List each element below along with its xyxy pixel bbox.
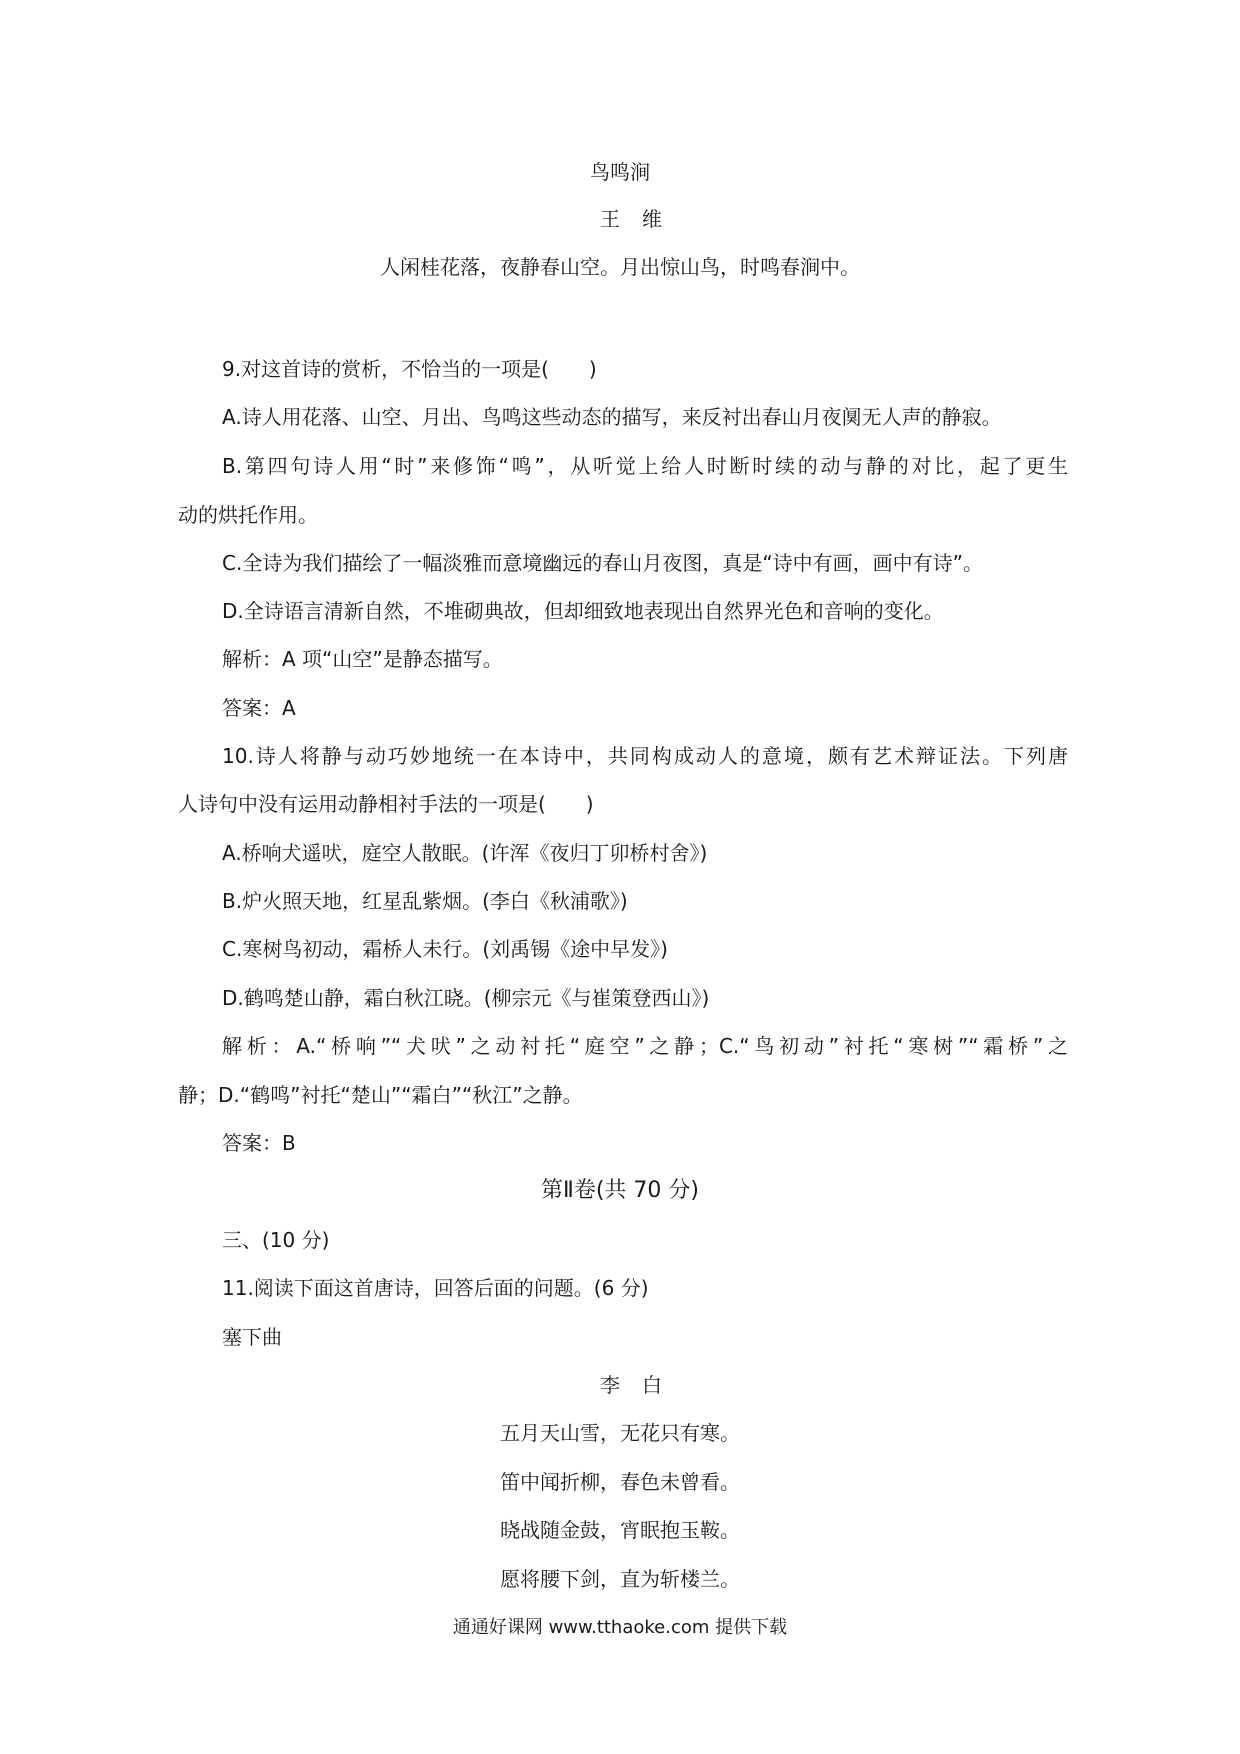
q10-option-b: B.炉火照天地，红星乱紫烟。(李白《秋浦歌》) [222,889,628,913]
q9-stem: 9.对这首诗的赏析，不恰当的一项是( ) [222,357,597,381]
q10-analysis-line2: 静；D.“鹤鸣”衬托“楚山”“霜白”“秋江”之静。 [178,1083,583,1107]
poem2-line: 笛中闻折柳，春色未曾看。 [500,1470,740,1494]
q9-analysis: 解析：A 项“山空”是静态描写。 [222,647,503,671]
q11-stem: 11.阅读下面这首唐诗，回答后面的问题。(6 分) [222,1276,649,1300]
q10-option-a: A.桥响犬遥吠，庭空人散眠。(许浑《夜归丁卯桥村舍》) [222,841,708,865]
poem2-line: 晓战随金鼓，宵眠抱玉鞍。 [500,1518,740,1542]
part3-heading: 三、(10 分) [222,1228,330,1252]
poem2-author: 李白 [600,1373,684,1397]
q9-option-b-line1: B.第四句诗人用“时”来修饰“鸣”，从听觉上给人时断时续的动与静的对比，起了更生 [222,454,1068,478]
section2-heading: 第Ⅱ卷(共 70 分) [541,1178,699,1203]
q10-option-c: C.寒树鸟初动，霜桥人未行。(刘禹锡《途中早发》) [222,937,668,961]
q9-answer: 答案：A [222,696,296,720]
q10-analysis-line1: 解析：A.“桥响”“犬吠”之动衬托“庭空”之静；C.“鸟初动”衬托“寒树”“霜桥”之 [222,1034,1068,1058]
footer-credit: 通通好课网 www.tthaoke.com 提供下载 [452,1617,788,1638]
poem1-title: 鸟鸣涧 [590,160,650,184]
q9-option-b-line2: 动的烘托作用。 [178,503,318,527]
q9-option-c: C.全诗为我们描绘了一幅淡雅而意境幽远的春山月夜图，真是“诗中有画，画中有诗”。 [222,551,984,575]
poem1-text: 人闲桂花落，夜静春山空。月出惊山鸟，时鸣春涧中。 [380,255,860,279]
poem1-author: 王维 [600,207,684,231]
q10-stem-line1: 10.诗人将静与动巧妙地统一在本诗中，共同构成动人的意境，颇有艺术辩证法。下列唐 [222,744,1068,768]
poem2-line: 五月天山雪，无花只有寒。 [500,1421,740,1445]
q10-answer: 答案：B [222,1131,296,1155]
q9-option-a: A.诗人用花落、山空、月出、鸟鸣这些动态的描写，来反衬出春山月夜阒无人声的静寂。 [222,405,1002,429]
poem2-title: 塞下曲 [222,1325,282,1349]
q10-option-d: D.鹤鸣楚山静，霜白秋江晓。(柳宗元《与崔策登西山》) [222,986,710,1010]
q9-option-d: D.全诗语言清新自然，不堆砌典故，但却细致地表现出自然界光色和音响的变化。 [222,599,944,623]
q10-stem-line2: 人诗句中没有运用动静相衬手法的一项是( ) [178,792,594,816]
poem2-line: 愿将腰下剑，直为斩楼兰。 [500,1567,740,1591]
